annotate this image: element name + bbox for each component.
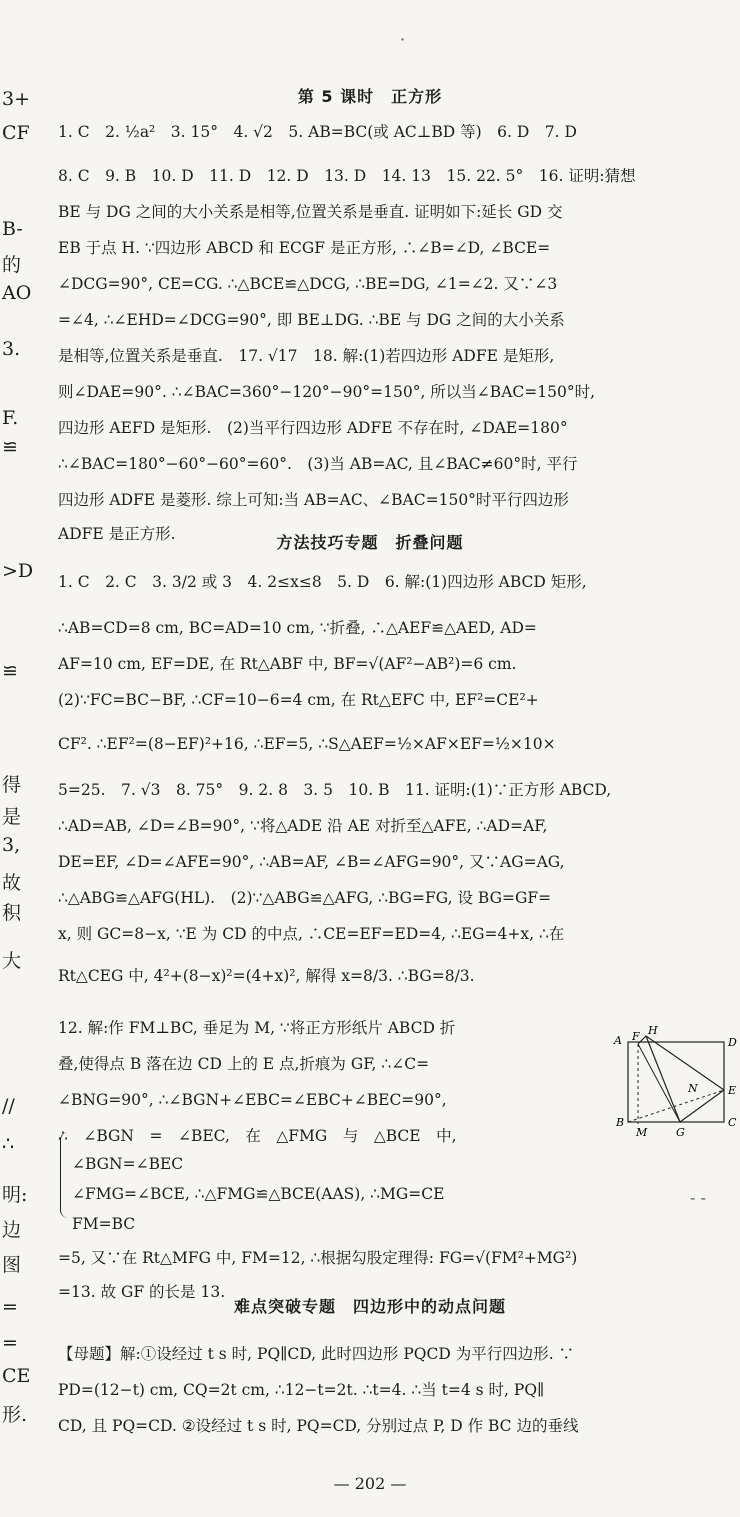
text-line: 8. C 9. B 10. D 11. D 12. D 13. D 14. 13 15. 22. 5° 16. 证明:猜想 <box>58 167 636 185</box>
text-line: FM=BC <box>72 1215 136 1233</box>
text-line: CD, 且 PQ=CD. ②设经过 t s 时, PQ=CD, 分别过点 P, D 作 BC 边的垂线 <box>58 1417 579 1435</box>
label-G: G <box>676 1126 685 1139</box>
text-line: 5=25. 7. √3 8. 75° 9. 2. 8 3. 5 10. B 11. 证明:(1)∵正方形 ABCD, <box>58 781 612 799</box>
gutter-fragment: 故 <box>2 872 22 894</box>
text-line: DE=EF, ∠D=∠AFE=90°, ∴AB=AF, ∠B=∠AFG=90°, 又∵AG=AG, <box>58 853 565 871</box>
text-line: 12. 解:作 FM⊥BC, 垂足为 M, ∵将正方形纸片 ABCD 折 <box>58 1019 456 1037</box>
text-line: 四边形 AEFD 是矩形. (2)当平行四边形 ADFE 不存在时, ∠DAE=180° <box>58 419 568 437</box>
gutter-fragment: ≌ <box>2 660 18 682</box>
text-line: ∴△ABG≌△AFG(HL). (2)∵△ABG≌△AFG, ∴BG=FG, 设 BG=GF= <box>58 889 552 907</box>
gutter-fragment: 是 <box>2 806 22 828</box>
label-E: E <box>728 1084 737 1097</box>
gutter-fragment: CF <box>2 122 30 144</box>
text-line: ADFE 是正方形. <box>58 525 176 543</box>
text-line: =∠4, ∴∠EHD=∠DCG=90°, 即 BE⊥DG. ∴BE 与 DG 之间的大小关系 <box>58 311 565 329</box>
gutter-fragment: // <box>2 1095 15 1117</box>
gutter-fragment: 形. <box>2 1404 28 1426</box>
text-line: ∠FMG=∠BCE, ∴△FMG≌△BCE(AAS), ∴MG=CE <box>72 1185 445 1203</box>
text-line: ∴AD=AB, ∠D=∠B=90°, ∵将△ADE 沿 AE 对折至△AFE, ∴AD=AF, <box>58 817 548 835</box>
text-line: =13. 故 GF 的长是 13. <box>58 1283 226 1301</box>
gutter-fragment: 大 <box>2 950 22 972</box>
gutter-fragment: F. <box>2 407 19 429</box>
label-F: F <box>632 1030 640 1043</box>
gutter-fragment: ∴ <box>2 1133 15 1155</box>
text-line: 是相等,位置关系是垂直. 17. √17 18. 解:(1)若四边形 ADFE 是矩形, <box>58 347 555 365</box>
text-line: 1. C 2. ½a² 3. 15° 4. √2 5. AB=BC(或 AC⊥BD 等) 6. D 7. D <box>58 123 577 141</box>
label-M: M <box>636 1126 648 1139</box>
text-line: ∴∠BAC=180°−60°−60°=60°. (3)当 AB=AC, 且∠BAC≠60°时, 平行 <box>58 455 578 473</box>
section-title: 方法技巧专题 折叠问题 <box>276 533 464 552</box>
text-line: 【母题】解:①设经过 t s 时, PQ∥CD, 此时四边形 PQCD 为平行四边形. ∵ <box>58 1345 575 1363</box>
stray-mark: · <box>400 30 406 49</box>
text-line: ∠DCG=90°, CE=CG. ∴△BCE≌△DCG, ∴BE=DG, ∠1=∠2. 又∵∠3 <box>58 275 558 293</box>
text-line: ∠BNG=90°, ∴∠BGN+∠EBC=∠EBC+∠BEC=90°, <box>58 1091 447 1109</box>
text-line: x, 则 GC=8−x, ∵E 为 CD 的中点, ∴CE=EF=ED=4, ∴EG=4+x, ∴在 <box>58 925 565 943</box>
square-fold-figure <box>610 1024 740 1139</box>
section-title: 第 5 课时 正方形 <box>297 87 443 106</box>
label-A: A <box>614 1034 622 1047</box>
label-D: D <box>728 1036 737 1049</box>
text-line: CF². ∴EF²=(8−EF)²+16, ∴EF=5, ∴S△AEF=½×AF×EF=½×10× <box>58 735 556 753</box>
gutter-fragment: >D <box>2 560 34 582</box>
gutter-fragment: 3. <box>2 338 21 360</box>
stray-dash-mark: - - <box>690 1188 706 1207</box>
gutter-fragment: 图 <box>2 1254 22 1276</box>
gutter-fragment: 积 <box>2 902 22 924</box>
gutter-fragment: 得 <box>2 774 22 796</box>
text-line: 四边形 ADFE 是菱形. 综上可知:当 AB=AC、∠BAC=150°时平行四边形 <box>58 491 569 509</box>
gutter-fragment: AO <box>2 282 32 304</box>
gutter-fragment: ≌ <box>2 436 18 458</box>
text-line: ∠BGN=∠BEC <box>72 1155 184 1173</box>
text-line: 则∠DAE=90°. ∴∠BAC=360°−120°−90°=150°, 所以当∠BAC=150°时, <box>58 383 595 401</box>
gutter-fragment: 边 <box>2 1219 22 1241</box>
label-C: C <box>728 1116 737 1129</box>
text-line: =5, 又∵在 Rt△MFG 中, FM=12, ∴根据勾股定理得: FG=√(FM²+MG²) <box>58 1249 578 1267</box>
label-B: B <box>616 1116 625 1129</box>
gutter-fragment: = <box>2 1296 18 1318</box>
text-line: ∴AB=CD=8 cm, BC=AD=10 cm, ∵折叠, ∴△AEF≌△AED, AD= <box>58 619 537 637</box>
text-line: AF=10 cm, EF=DE, 在 Rt△ABF 中, BF=√(AF²−AB²)=6 cm. <box>58 655 517 673</box>
text-line: EB 于点 H. ∵四边形 ABCD 和 ECGF 是正方形, ∴∠B=∠D, ∠BCE= <box>58 239 551 257</box>
label-N: N <box>688 1082 698 1095</box>
text-line: BE 与 DG 之间的大小关系是相等,位置关系是垂直. 证明如下:延长 GD 交 <box>58 203 563 221</box>
gutter-fragment: CE <box>2 1365 31 1387</box>
label-H: H <box>648 1024 658 1037</box>
text-line: ∴ ∠BGN = ∠BEC, 在 △FMG 与 △BCE 中, <box>58 1127 457 1145</box>
text-line: Rt△CEG 中, 4²+(8−x)²=(4+x)², 解得 x=8/3. ∴BG=8/3. <box>58 967 475 985</box>
left-margin-cropped-text <box>0 0 34 1517</box>
gutter-fragment: 3, <box>2 834 21 856</box>
gutter-fragment: B- <box>2 218 23 240</box>
gutter-fragment: = <box>2 1332 18 1354</box>
gutter-fragment: 的 <box>2 254 22 276</box>
gutter-fragment: 3+ <box>2 88 31 110</box>
text-line: 1. C 2. C 3. 3/2 或 3 4. 2≤x≤8 5. D 6. 解:(1)四边形 ABCD 矩形, <box>58 573 587 591</box>
gutter-fragment: 明: <box>2 1184 28 1206</box>
text-line: (2)∵FC=BC−BF, ∴CF=10−6=4 cm, 在 Rt△EFC 中, EF²=CE²+ <box>58 691 539 709</box>
text-line: PD=(12−t) cm, CQ=2t cm, ∴12−t=2t. ∴t=4. ∴当 t=4 s 时, PQ∥ <box>58 1381 545 1399</box>
section-title: 难点突破专题 四边形中的动点问题 <box>233 1297 506 1316</box>
text-line: 叠,使得点 B 落在边 CD 上的 E 点,折痕为 GF, ∴∠C= <box>58 1055 430 1073</box>
page-number: — 202 — <box>333 1474 407 1493</box>
